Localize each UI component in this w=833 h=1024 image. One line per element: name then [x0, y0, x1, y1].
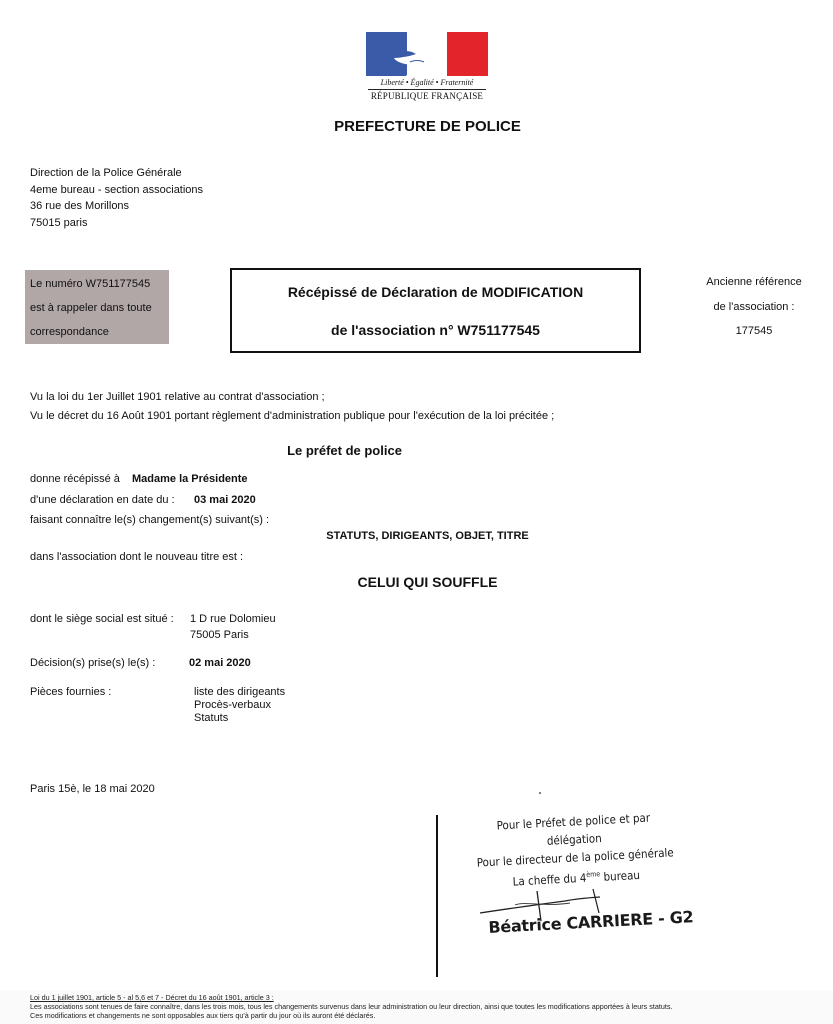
marianne-profile-icon — [366, 32, 488, 76]
old-reference-line: 177545 — [735, 325, 773, 337]
signature-margin-line — [436, 815, 438, 977]
motto-text: Liberté • Égalité • Fraternité — [380, 78, 474, 87]
logo-divider — [368, 89, 486, 90]
page-title: PREFECTURE DE POLICE — [334, 118, 521, 135]
receipt-title-box — [230, 268, 641, 353]
date-place: Paris 15è, le 18 mai 2020 — [30, 783, 155, 795]
address-line: 4eme bureau - section associations — [30, 183, 204, 196]
document-item: liste des dirigeants — [194, 686, 286, 698]
sender-address — [30, 165, 203, 232]
documents-label: Pièces fournies : — [30, 686, 112, 698]
changes-value: STATUTS, DIRIGEANTS, OBJET, TITRE — [326, 530, 529, 542]
receipt-title-line1: Récépissé de Déclaration de MODIFICATION — [287, 284, 584, 300]
marianne-logo — [366, 32, 489, 108]
recipient-value: Madame la Présidente — [132, 473, 248, 485]
address-line: 36 rue des Morillons — [30, 200, 130, 213]
headquarters-street: 1 D rue Dolomieu — [190, 613, 276, 625]
address-line: 75015 paris — [30, 217, 88, 230]
reference-line: Le numéro W751177545 — [30, 278, 151, 290]
speck — [539, 792, 541, 794]
headquarters-label: dont le siège social est situé : — [30, 613, 174, 625]
receipt-title-line2: de l'association n° W751177545 — [331, 322, 540, 338]
delegation-stamp — [468, 807, 682, 893]
stamp-line: Pour le Préfet de police et par délégation — [496, 810, 651, 848]
reference-line: est à rappeler dans toute — [30, 302, 152, 314]
recipient-label: donne récépissé à — [30, 473, 120, 485]
declaration-date-label: d'une déclaration en date du : — [30, 494, 175, 506]
address-line: Direction de la Police Générale — [30, 167, 182, 179]
new-title-label: dans l'association dont le nouveau titre est : — [30, 551, 244, 563]
decision-date-value: 02 mai 2020 — [189, 657, 251, 669]
new-title-value: CELUI QUI SOUFFLE — [357, 574, 498, 590]
reference-line: correspondance — [30, 326, 109, 338]
documents-list — [194, 686, 285, 725]
footer-line: Les associations sont tenues de faire connaître, dans les trois mois, tous les changements survenus dans leur administration ou leur direction, ainsi que toutes les modifications apportées à leurs statuts. — [30, 1002, 673, 1011]
republic-text: RÉPUBLIQUE FRANÇAISE — [370, 91, 484, 101]
prefet-heading: Le préfet de police — [287, 443, 402, 458]
signatory-name: Béatrice CARRIERE - G2 — [488, 907, 694, 937]
headquarters-city: 75005 Paris — [190, 629, 249, 641]
document-item: Statuts — [194, 712, 229, 724]
old-reference-line: Ancienne référence — [706, 276, 802, 288]
footer-line: Ces modifications et changements ne sont opposables aux tiers qu'à partir du jour où ils auront été déclarés. — [30, 1011, 376, 1020]
changes-label: faisant connaître le(s) changement(s) suivant(s) : — [30, 514, 270, 526]
reference-number-box — [25, 270, 169, 344]
decision-date-label: Décision(s) prise(s) le(s) : — [30, 657, 156, 669]
old-reference — [690, 270, 818, 344]
legal-reference-law: Vu la loi du 1er Juillet 1901 relative au contrat d'association ; — [30, 391, 325, 403]
footer-line: Loi du 1 juillet 1901, article 5 - al 5,6 et 7 - Décret du 16 août 1901, article 3 : — [30, 993, 274, 1002]
stamp-line: Pour le directeur de la police générale — [476, 845, 675, 870]
document-item: Procès-verbaux — [194, 699, 272, 711]
stamp-line: La cheffe du 4ème bureau — [512, 867, 641, 889]
old-reference-line: de l'association : — [713, 300, 795, 313]
legal-footer — [30, 993, 830, 1020]
declaration-date-value: 03 mai 2020 — [194, 494, 256, 506]
legal-reference-decree: Vu le décret du 16 Août 1901 portant règlement d'administration publique pour l'exécution de la loi précitée ; — [30, 410, 555, 422]
flag-emblem — [366, 32, 488, 76]
